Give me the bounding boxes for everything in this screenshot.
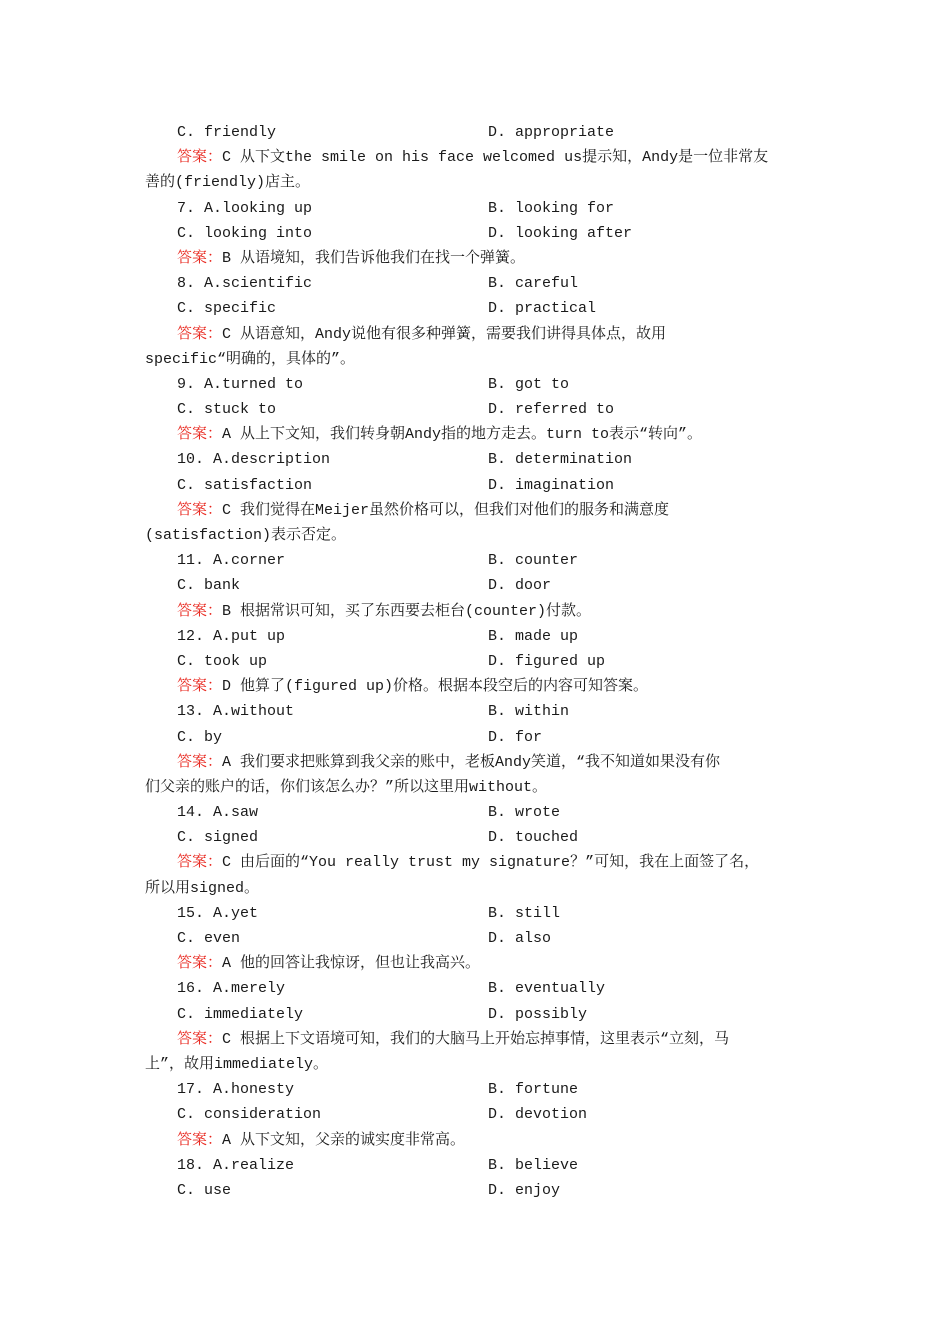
option-left: C. satisfaction	[177, 476, 313, 494]
answer-continuation: 所以用signed。	[145, 879, 260, 897]
answer-label: 答案：	[177, 325, 223, 343]
option-row	[145, 901, 807, 926]
option-row	[145, 1102, 807, 1127]
option-right: D. referred to	[488, 401, 615, 419]
option-left: 11. A.corner	[177, 552, 286, 570]
option-right: B. within	[488, 703, 570, 721]
option-right: D. also	[488, 930, 552, 947]
option-row	[145, 372, 807, 397]
option-right: D. practical	[488, 300, 597, 318]
option-right: D. devotion	[488, 1106, 588, 1124]
option-left: 14. A.saw	[177, 804, 259, 822]
answer-explanation: C 由后面的“You really trust my signature？”可知，我在上面签了名，	[222, 854, 760, 872]
option-left: 15. A.yet	[177, 904, 259, 922]
option-right: B. believe	[488, 1156, 579, 1174]
answer-line	[145, 850, 807, 875]
answer-label: 答案：	[177, 149, 223, 167]
option-left: C. consideration	[177, 1106, 322, 1124]
answer-line	[145, 1128, 807, 1153]
option-left: C. by	[177, 728, 223, 746]
option-left: 13. A.without	[177, 703, 295, 721]
answer-explanation: C 从语意知，Andy说他有很多种弹簧，需要我们讲得具体点，故用	[222, 325, 667, 343]
option-left: C. immediately	[177, 1005, 304, 1023]
answer-explanation: B 从语境知，我们告诉他我们在找一个弹簧。	[222, 249, 526, 267]
option-right: D. door	[488, 577, 552, 595]
option-right: B. made up	[488, 627, 579, 645]
option-right: B. careful	[488, 275, 579, 293]
option-row	[145, 1178, 807, 1203]
answer-continuation: 们父亲的账户的话，你们该怎么办？”所以这里用without。	[145, 778, 548, 796]
answer-explanation: A 从上下文知，我们转身朝Andy指的地方走去。turn to表示“转向”。	[222, 426, 703, 444]
option-left: C. stuck to	[177, 401, 277, 419]
answer-continuation: 善的(friendly)店主。	[145, 174, 311, 192]
answer-label: 答案：	[177, 955, 223, 973]
option-row	[145, 120, 807, 145]
option-right: B. wrote	[488, 804, 561, 822]
answer-label: 答案：	[177, 249, 223, 267]
option-row	[145, 196, 807, 221]
option-left: C. specific	[177, 300, 277, 318]
option-right: B. looking for	[488, 199, 615, 217]
option-left: C. looking into	[177, 224, 313, 242]
option-left: C. took up	[177, 652, 268, 670]
answer-explanation: C 我们觉得在Meijer虽然价格可以，但我们对他们的服务和满意度	[222, 501, 670, 519]
option-right: B. fortune	[488, 1081, 579, 1099]
answer-line	[145, 246, 807, 271]
option-row	[145, 447, 807, 472]
answer-explanation: A 我们要求把账算到我父亲的账中，老板Andy笑道，“我不知道如果没有你	[222, 753, 721, 771]
option-row	[145, 649, 807, 674]
option-left: 8. A.scientific	[177, 275, 313, 293]
answer-line	[145, 498, 807, 523]
option-row	[145, 271, 807, 296]
answer-line	[145, 750, 807, 775]
option-left: 7. A.looking up	[177, 199, 313, 217]
option-right: D. touched	[488, 829, 579, 847]
option-row	[145, 1002, 807, 1027]
option-right: D. figured up	[488, 652, 606, 670]
option-left: 10. A.description	[177, 451, 331, 469]
option-right: B. still	[488, 904, 561, 922]
option-right: B. got to	[488, 375, 570, 393]
option-left: C. signed	[177, 829, 259, 847]
option-left: 12. A.put up	[177, 627, 286, 645]
option-row	[145, 825, 807, 850]
option-row	[145, 221, 807, 246]
option-right: D. for	[488, 728, 543, 746]
answer-label: 答案：	[177, 1030, 223, 1048]
option-right: B. determination	[488, 451, 633, 469]
option-left: C. friendly	[177, 124, 277, 141]
answer-label: 答案：	[177, 602, 223, 620]
option-left: C. bank	[177, 577, 241, 595]
option-row	[145, 397, 807, 422]
option-row	[145, 548, 807, 573]
answer-line	[145, 145, 807, 170]
option-left: C. even	[177, 930, 241, 947]
answer-line	[145, 1027, 807, 1052]
option-left: 9. A.turned to	[177, 375, 304, 393]
option-left: 18. A.realize	[177, 1156, 295, 1174]
answer-explanation: B 根据常识可知，买了东西要去柜台(counter)付款。	[222, 602, 592, 620]
option-row	[145, 800, 807, 825]
option-row	[145, 926, 807, 951]
option-row	[145, 976, 807, 1001]
answer-label: 答案：	[177, 426, 223, 444]
answer-label: 答案：	[177, 753, 223, 771]
option-row	[145, 1077, 807, 1102]
answer-continuation: 上”，故用immediately。	[145, 1055, 329, 1073]
option-right: D. appropriate	[488, 124, 615, 141]
answer-continuation: (satisfaction)表示否定。	[145, 527, 347, 544]
option-left: C. use	[177, 1181, 232, 1199]
option-row	[145, 296, 807, 321]
answer-line	[145, 599, 807, 624]
answer-label: 答案：	[177, 501, 223, 519]
answer-explanation: C 根据上下文语境可知，我们的大脑马上开始忘掉事情，这里表示“立刻，马	[222, 1030, 730, 1048]
option-left: 16. A.merely	[177, 980, 286, 998]
option-right: D. looking after	[488, 224, 633, 242]
option-row	[145, 699, 807, 724]
option-right: D. imagination	[488, 476, 615, 494]
option-row	[145, 573, 807, 598]
answer-explanation: C 从下文the smile on his face welcomed us提示知，Andy是一位非常友	[222, 149, 769, 167]
option-row	[145, 473, 807, 498]
option-right: B. counter	[488, 552, 579, 570]
answer-line	[145, 674, 807, 699]
answer-explanation: A 从下文知，父亲的诚实度非常高。	[222, 1131, 466, 1149]
option-row	[145, 624, 807, 649]
answer-line	[145, 951, 807, 976]
answer-continuation: specific“明确的，具体的”。	[145, 350, 356, 368]
answer-key-content	[145, 120, 807, 1203]
answer-label: 答案：	[177, 678, 223, 696]
answer-label: 答案：	[177, 1131, 223, 1149]
answer-explanation: A 他的回答让我惊讶，但也让我高兴。	[222, 955, 481, 973]
answer-line	[145, 422, 807, 447]
answer-label: 答案：	[177, 854, 223, 872]
option-right: D. possibly	[488, 1005, 588, 1023]
option-left: 17. A.honesty	[177, 1081, 295, 1099]
option-row	[145, 1153, 807, 1178]
option-row	[145, 725, 807, 750]
option-right: D. enjoy	[488, 1181, 561, 1199]
option-right: B. eventually	[488, 980, 606, 998]
answer-line	[145, 322, 807, 347]
answer-explanation: D 他算了(figured up)价格。根据本段空后的内容可知答案。	[222, 678, 649, 696]
